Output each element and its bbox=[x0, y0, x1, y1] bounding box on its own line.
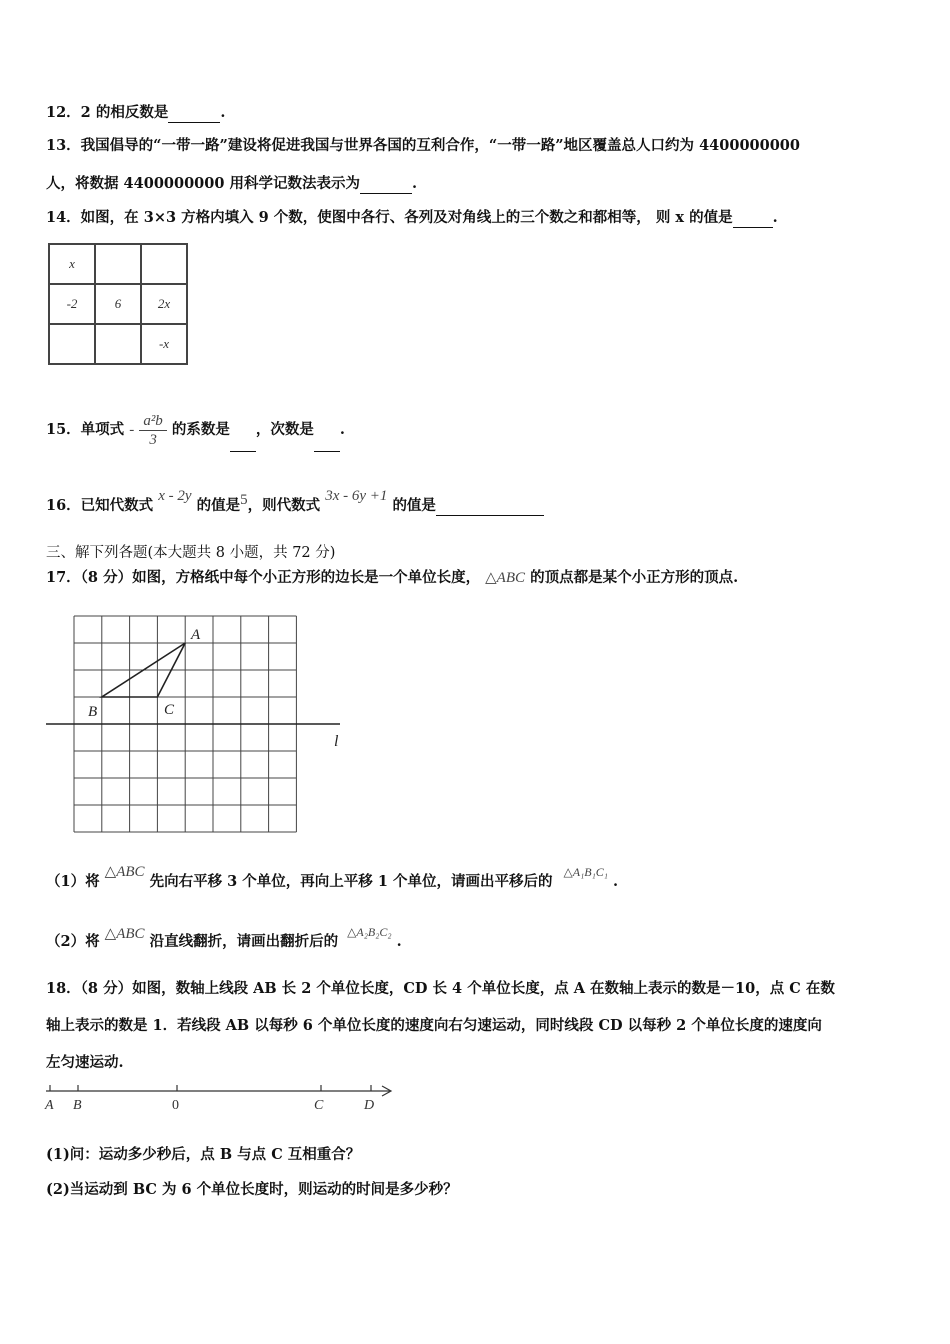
axis-ticks bbox=[50, 1085, 371, 1091]
question-14: 14．如图，在 3×3 方格内填入 9 个数，使图中各行、各列及对角线上的三个数之和都相等， 则 x 的值是 . bbox=[46, 209, 778, 226]
grid-cell: 2x bbox=[141, 284, 187, 324]
label-c: C bbox=[164, 702, 175, 718]
answer-blank bbox=[733, 211, 773, 228]
answer-blank bbox=[314, 435, 340, 452]
grid-cell: 6 bbox=[95, 284, 141, 324]
grid-cell bbox=[95, 324, 141, 364]
question-13-line2: 人，将数据 4400000000 用科学记数法表示为 . bbox=[46, 175, 418, 192]
axis-label-a: A bbox=[45, 1098, 54, 1113]
question-12: 12．2 的相反数是 . bbox=[46, 104, 226, 121]
axis-label-b: B bbox=[73, 1098, 82, 1113]
axis-label-d: D bbox=[364, 1098, 375, 1113]
grid-cell: -2 bbox=[49, 284, 95, 324]
answer-blank bbox=[168, 106, 220, 123]
question-18-part2: (2)当运动到 BC 为 6 个单位长度时，则运动的时间是多少秒？ bbox=[46, 1181, 458, 1198]
axis-label-origin: 0 bbox=[172, 1098, 179, 1113]
question-16: 16．已知代数式 x - 2y 的值是5，则代数式 3x - 6y +1 的值是 bbox=[46, 496, 544, 516]
answer-blank bbox=[436, 499, 544, 516]
question-18-line2: 轴上表示的数是 1．若线段 AB 以每秒 6 个单位长度的速度向右匀速运动，同时线段 CD 以每秒 2 个单位长度的速度向 bbox=[46, 1017, 822, 1034]
grid-cell bbox=[141, 244, 187, 284]
question-17: 17．（8 分）如图，方格纸中每个小正方形的边长是一个单位长度， △ABC 的顶点都是某个小正方形的顶点. bbox=[46, 569, 739, 586]
q12-text: 12．2 的相反数是 bbox=[46, 104, 169, 121]
q17-grid-figure bbox=[40, 606, 380, 846]
number-line-figure bbox=[40, 1078, 400, 1118]
question-17-part1: （1）将 △ABC 先向右平移 3 个单位，再向上平移 1 个单位，请画出平移后的 $^{\triangle A_1B_1C_1}$ . bbox=[46, 864, 619, 890]
axis-label-c: C bbox=[314, 1098, 324, 1113]
section-3-heading: 三、解下列各题(本大题共 8 小题，共 72 分) bbox=[46, 545, 336, 561]
answer-blank bbox=[360, 177, 412, 194]
grid-cell bbox=[49, 324, 95, 364]
question-18-line3: 左匀速运动. bbox=[46, 1054, 124, 1071]
monomial-fraction: $\frac{\text{a²b}}{3}$ bbox=[139, 412, 167, 449]
label-l: l bbox=[334, 733, 339, 750]
magic-square-grid bbox=[48, 243, 188, 365]
question-13-line1: 13．我国倡导的“一带一路”建设将促进我国与世界各国的互利合作，“一带一路”地区覆盖总人口约为 4400000000 bbox=[46, 137, 800, 154]
label-b: B bbox=[88, 704, 98, 720]
answer-blank bbox=[230, 435, 256, 452]
label-a: A bbox=[191, 627, 201, 643]
grid-cell bbox=[95, 244, 141, 284]
question-18-line1: 18．（8 分）如图，数轴上线段 AB 长 2 个单位长度，CD 长 4 个单位长度，点 A 在数轴上表示的数是－10，点 C 在数 bbox=[46, 980, 835, 997]
question-18-part1: (1)问：运动多少秒后，点 B 与点 C 互相重合？ bbox=[46, 1146, 361, 1163]
question-17-part2: （2）将 △ABC 沿直线翻折，请画出翻折后的 $^{\triangle A_2B_2C_2}$ . bbox=[46, 925, 402, 950]
question-15: 15．单项式 - $\frac{\text{a²b}}{3}$ 的系数是 ，次数是 . bbox=[46, 408, 345, 452]
grid-cell: -x bbox=[141, 324, 187, 364]
grid-cell: x bbox=[49, 244, 95, 284]
